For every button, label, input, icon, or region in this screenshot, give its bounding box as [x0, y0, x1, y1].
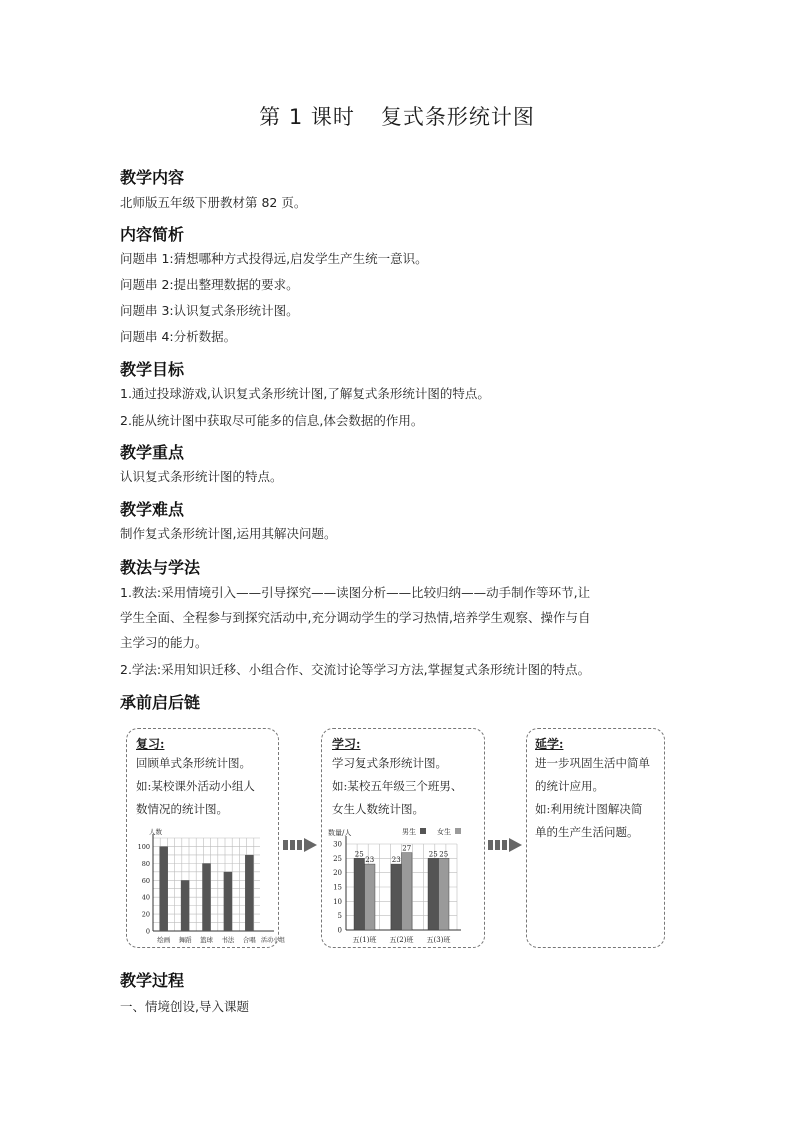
x-axis-label: 活动小组 — [261, 937, 286, 944]
x-tick-label: 合唱 — [242, 936, 256, 944]
methods-item-2: 2.学法:采用知识迁移、小组合作、交流讨论等学习方法,掌握复式条形统计图的特点。 — [120, 662, 591, 677]
y-tick-label: 20 — [141, 910, 150, 919]
y-axis-label: 数量/人 — [328, 829, 352, 837]
x-tick-label: 五(3)班 — [426, 936, 451, 944]
learn-line-3: 女生人数统计图。 — [332, 802, 424, 816]
extend-label: 延学: — [535, 737, 564, 751]
y-tick-label: 0 — [145, 927, 150, 936]
y-tick-label: 10 — [333, 897, 342, 906]
goal-item-2: 2.能从统计图中获取尽可能多的信息,体会数据的作用。 — [120, 413, 424, 428]
data-label: 23 — [365, 856, 375, 865]
class-gender-bar-chart — [322, 822, 486, 947]
x-tick-label: 五(1)班 — [352, 936, 377, 944]
learn-line-1: 学习复式条形统计图。 — [332, 756, 447, 770]
y-tick-label: 80 — [141, 859, 150, 868]
legend-swatch — [420, 828, 426, 834]
heading-summary: 内容简析 — [120, 225, 185, 244]
bar — [428, 858, 439, 930]
review-line-3: 数情况的统计图。 — [136, 802, 228, 816]
process-item-1: 一、情境创设,导入课题 — [120, 999, 249, 1014]
methods-item-1-line-2: 学生全面、全程参与到探究活动中,充分调动学生的学习热情,培养学生观察、操作与自 — [120, 610, 591, 625]
key-text: 认识复式条形统计图的特点。 — [120, 469, 283, 484]
x-tick-label: 舞蹈 — [178, 936, 192, 944]
review-line-1: 回顾单式条形统计图。 — [136, 756, 251, 770]
bar — [202, 863, 211, 931]
bar — [439, 858, 450, 930]
legend-swatch — [455, 828, 461, 834]
bar — [391, 864, 402, 930]
heading-goals: 教学目标 — [120, 360, 185, 379]
lesson-topic: 复式条形统计图 — [380, 105, 535, 129]
y-tick-label: 15 — [333, 883, 342, 892]
review-line-2: 如:某校课外活动小组人 — [136, 779, 255, 793]
y-tick-label: 40 — [141, 893, 150, 902]
data-label: 25 — [428, 850, 438, 859]
methods-item-1-line-3: 主学习的能力。 — [120, 635, 208, 650]
heading-methods: 教法与学法 — [120, 558, 201, 577]
x-tick-label: 绘画 — [157, 936, 171, 944]
summary-item-2: 问题串 2:提出整理数据的要求。 — [120, 277, 299, 292]
goal-item-1: 1.通过投球游戏,认识复式条形统计图,了解复式条形统计图的特点。 — [120, 386, 490, 401]
heading-process: 教学过程 — [120, 971, 185, 990]
methods-item-1-line-1: 1.教法:采用情境引入——引导探究——读图分析——比较归纳——动手制作等环节,让 — [120, 585, 591, 600]
data-label: 25 — [439, 850, 449, 859]
x-tick-label: 书法 — [221, 936, 235, 944]
x-tick-label: 五(2)班 — [389, 936, 414, 944]
data-label: 27 — [402, 844, 412, 853]
bar — [159, 846, 168, 931]
activity-bar-chart — [127, 824, 286, 949]
bar — [245, 855, 254, 931]
review-label: 复习: — [136, 737, 165, 751]
bar — [402, 853, 413, 930]
learn-label: 学习: — [332, 737, 361, 751]
bar — [365, 864, 376, 930]
page-title — [0, 101, 794, 131]
extend-line-4: 单的生产生活问题。 — [535, 825, 639, 839]
bar — [181, 880, 190, 931]
y-tick-label: 30 — [333, 840, 342, 849]
data-label: 23 — [391, 856, 401, 865]
heading-chain: 承前启后链 — [120, 693, 201, 712]
difficulty-text: 制作复式条形统计图,运用其解决问题。 — [120, 526, 337, 541]
y-tick-label: 0 — [337, 926, 342, 935]
bar — [224, 872, 233, 931]
y-tick-label: 100 — [137, 842, 150, 851]
content-text: 北师版五年级下册教材第 82 页。 — [120, 195, 307, 210]
y-axis-label: 人数 — [149, 828, 162, 836]
x-tick-label: 篮球 — [200, 936, 213, 944]
heading-content: 教学内容 — [120, 168, 185, 187]
extend-box — [526, 728, 665, 948]
extend-line-3: 如:利用统计图解决简 — [535, 802, 643, 816]
summary-item-4: 问题串 4:分析数据。 — [120, 329, 237, 344]
learn-box — [321, 728, 485, 948]
summary-item-3: 问题串 3:认识复式条形统计图。 — [120, 303, 299, 318]
legend-label: 男生 — [402, 828, 416, 836]
arrow-right-icon — [283, 838, 319, 852]
extend-line-1: 进一步巩固生活中简单 — [535, 756, 650, 770]
y-tick-label: 25 — [333, 854, 342, 863]
y-tick-label: 5 — [337, 912, 342, 921]
learn-line-2: 如:某校五年级三个班男、 — [332, 779, 463, 793]
arrow-right-icon — [488, 838, 524, 852]
lesson-number: 第 1 课时 — [259, 105, 355, 129]
legend-label: 女生 — [437, 828, 451, 836]
summary-item-1: 问题串 1:猜想哪种方式投得远,启发学生产生统一意识。 — [120, 251, 428, 266]
y-tick-label: 60 — [141, 876, 150, 885]
bar — [354, 858, 365, 930]
heading-difficulty: 教学难点 — [120, 500, 185, 519]
y-tick-label: 20 — [333, 869, 342, 878]
extend-line-2: 的统计应用。 — [535, 779, 604, 793]
heading-key: 教学重点 — [120, 443, 185, 462]
review-box — [126, 728, 286, 948]
data-label: 25 — [354, 850, 364, 859]
